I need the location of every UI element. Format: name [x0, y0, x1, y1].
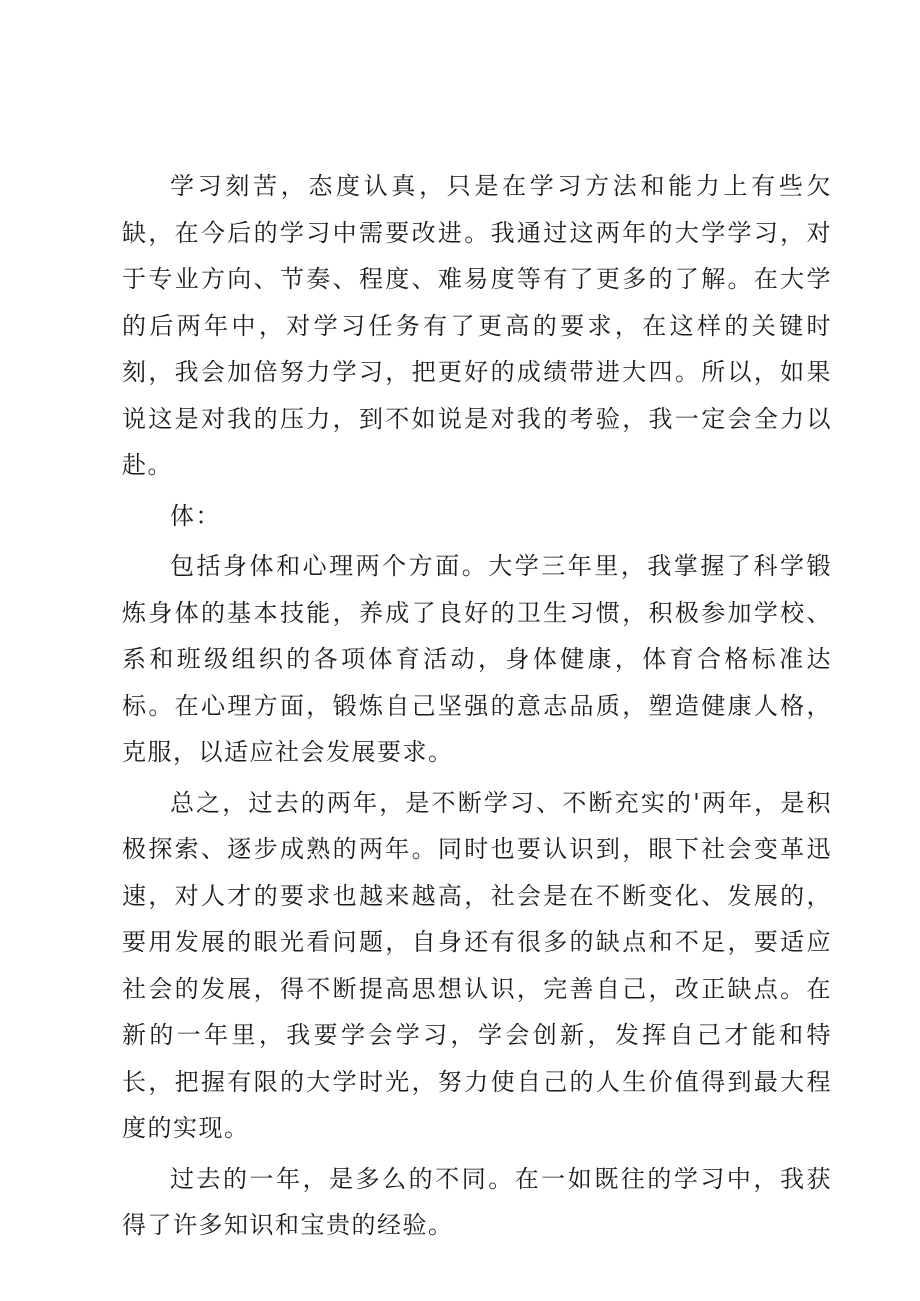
paragraph-summary: 总之，过去的两年，是不断学习、不断充实的'两年，是积极探索、逐步成熟的两年。同时也要认识到，眼下社会变革迅速，对人才的要求也越来越高，社会是在不断变化、发展的，要用发展的眼光看问题，自身还有很多的缺点和不足，要适应社会的发展，得不断提高思想认识，完善自己，改正缺点。在新的一年里，我要学会学习，学会创新，发挥自己才能和特长，把握有限的大学时光，努力使自己的人生价值得到最大程度的实现。: [122, 788, 832, 1142]
paragraph-past-year: 过去的一年，是多么的不同。在一如既往的学习中，我获得了许多知识和宝贵的经验。: [122, 1164, 832, 1239]
paragraph-physical-mental: 包括身体和心理两个方面。大学三年里，我掌握了科学锻炼身体的基本技能，养成了良好的卫生习惯，积极参加学校、系和班级组织的各项体育活动，身体健康，体育合格标准达标。在心理方面，锻炼自己坚强的意志品质，塑造健康人格，克服，以适应社会发展要求。: [122, 552, 832, 766]
paragraph-study: 学习刻苦，态度认真，只是在学习方法和能力上有些欠缺，在今后的学习中需要改进。我通过这两年的大学学习，对于专业方向、节奏、程度、难易度等有了更多的了解。在大学的后两年中，对学习任务有了更高的要求，在这样的关键时刻，我会加倍努力学习，把更好的成绩带进大四。所以，如果说这是对我的压力，到不如说是对我的考验，我一定会全力以赴。: [122, 172, 832, 479]
document-body: [122, 163, 832, 1249]
section-heading-physical: 体：: [170, 501, 221, 530]
